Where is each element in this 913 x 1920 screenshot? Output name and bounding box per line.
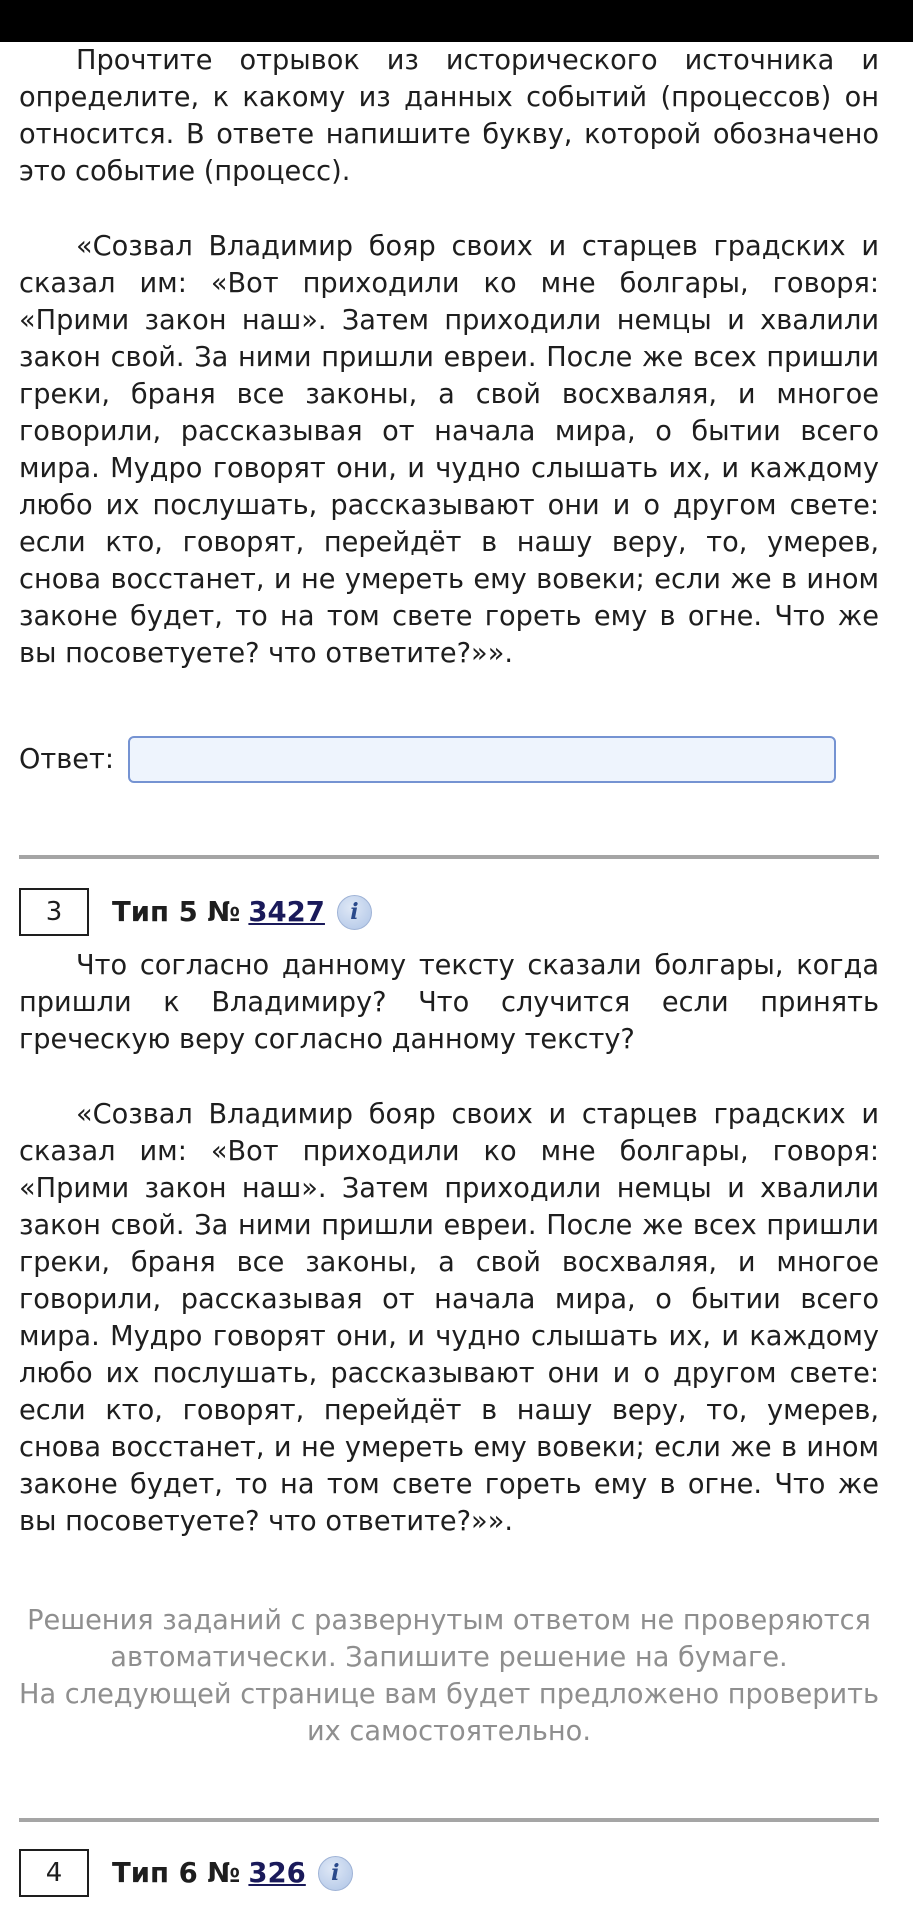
task-header-3 bbox=[19, 886, 879, 938]
task-id-link[interactable]: 326 bbox=[248, 1857, 306, 1889]
self-check-note: Решения заданий с развернутым ответом не проверяются автоматически. Запишите решение на бумаге. bbox=[27, 1605, 871, 1673]
divider bbox=[19, 855, 879, 859]
answer-label: Ответ: bbox=[19, 743, 114, 775]
status-bar bbox=[0, 0, 913, 42]
task-instruction: Прочтите отрывок из исторического источника и определите, к какому из данных событий (процессов) он относится. В ответе напишите букву, которой обозначено это событие (процесс). bbox=[19, 45, 879, 187]
task-type-label: Тип 5 № bbox=[112, 896, 241, 928]
source-text: «Созвал Владимир бояр своих и старцев градских и сказал им: «Вот приходили ко мне болгары, говоря: «Прими закон наш». Затем приходили немцы и хвалили закон свой. За ними пришли евреи. После же всех пришли греки, браня все законы, а свой восхваляя, и многое говорили, рассказывая от начала мира, о бытии всего мира. Мудро говорят они, и чудно слышать их, и каждому любо их послушать, рассказывают они и о другом свете: если кто, говорят, перейдёт в нашу веру, то, умерев, снова восстанет, и не умереть ему вовеки; если же в ином законе будет, то на том свете гореть ему в огне. Что же вы посоветуете? что ответите?»». bbox=[19, 231, 879, 669]
page-content bbox=[19, 42, 879, 1899]
task-header-4 bbox=[19, 1847, 879, 1899]
info-icon[interactable]: i bbox=[337, 895, 372, 930]
task-number: 4 bbox=[19, 1849, 89, 1897]
task-question: Что согласно данному тексту сказали болгары, когда пришли к Владимиру? Что случится если принять греческую веру согласно данному тексту? bbox=[19, 950, 879, 1055]
task-number: 3 bbox=[19, 888, 89, 936]
source-text: «Созвал Владимир бояр своих и старцев градских и сказал им: «Вот приходили ко мне болгары, говоря: «Прими закон наш». Затем приходили немцы и хвалили закон свой. За ними пришли евреи. После же всех пришли греки, браня все законы, а свой восхваляя, и многое говорили, рассказывая от начала мира, о бытии всего мира. Мудро говорят они, и чудно слышать их, и каждому любо их послушать, рассказывают они и о другом свете: если кто, говорят, перейдёт в нашу веру, то, умерев, снова восстанет, и не умереть ему вовеки; если же в ином законе будет, то на том свете гореть ему в огне. Что же вы посоветуете? что ответите?»». bbox=[19, 1099, 879, 1537]
task-type-label: Тип 6 № bbox=[112, 1857, 241, 1889]
self-check-note: На следующей странице вам будет предложено проверить их самостоятельно. bbox=[19, 1679, 879, 1747]
info-icon[interactable]: i bbox=[318, 1856, 353, 1891]
task-id-link[interactable]: 3427 bbox=[248, 896, 325, 928]
answer-input[interactable] bbox=[128, 736, 836, 783]
answer-row bbox=[19, 733, 879, 785]
divider bbox=[19, 1818, 879, 1822]
